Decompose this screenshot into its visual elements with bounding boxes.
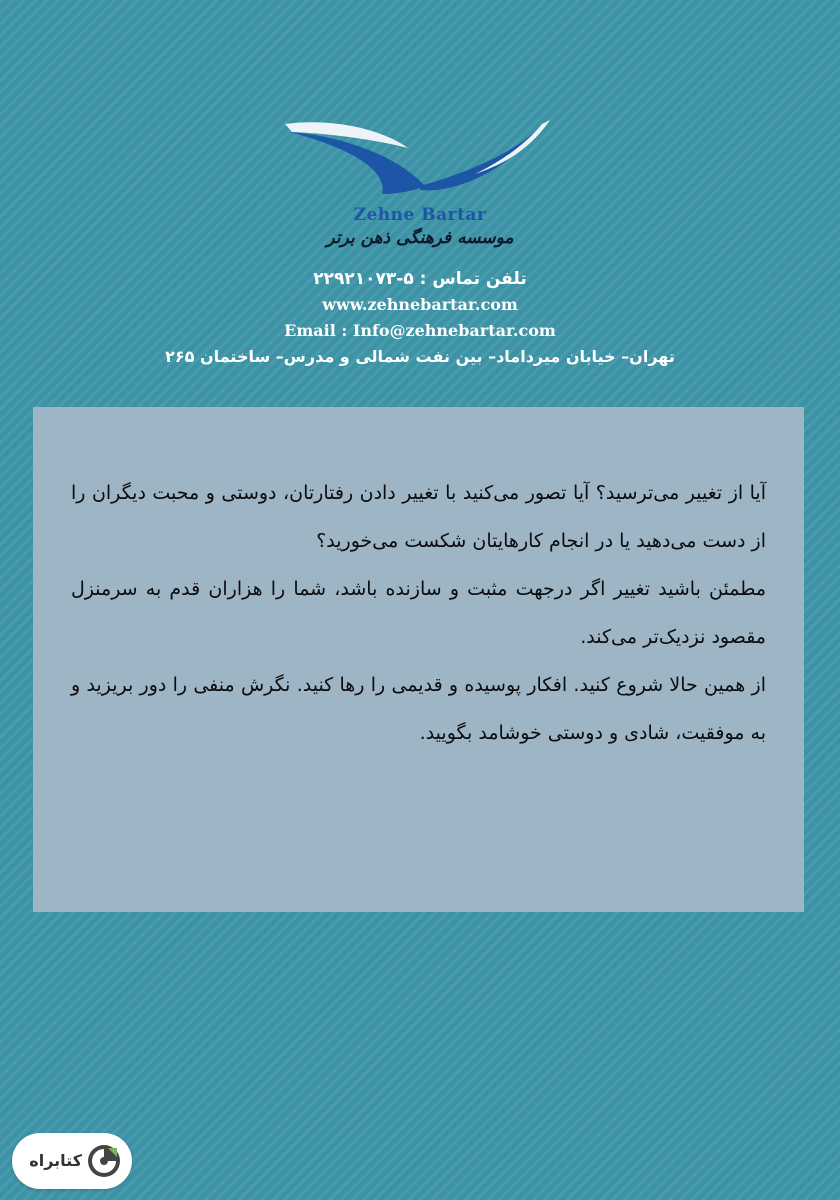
- publisher-logo: [270, 110, 570, 260]
- ketabrah-logo-icon: [86, 1143, 122, 1179]
- paragraph-3: از همین حالا شروع کنید. افکار پوسیده و قدیمی را رها کنید. نگرش منفی را دور بریزید و به موفقیت، شادی و دوستی خوشامد بگویید.: [71, 674, 766, 744]
- logo-wings-icon: [270, 110, 570, 205]
- paragraph-1: آیا از تغییر می‌ترسید؟ آیا تصور می‌کنید با تغییر دادن رفتارتان، دوستی و محبت دیگران را از دست می‌دهید یا در انجام کارهایتان شکست می‌خورید؟: [71, 482, 766, 552]
- description-box: [33, 407, 804, 912]
- website-url: www.zehnebartar.com: [322, 295, 518, 314]
- email-address: Email : Info@zehnebartar.com: [284, 321, 556, 340]
- logo-persian-text: موسسه فرهنگی ذهن برتر: [326, 228, 514, 248]
- badge-label: کتابراه: [29, 1151, 82, 1170]
- ketabrah-badge[interactable]: [12, 1133, 132, 1189]
- paragraph-2: مطمئن باشید تغییر اگر درجهت مثبت و سازنده باشد، شما را هزاران قدم به سرمنزل مقصود نزدیک‌تر می‌کند.: [71, 578, 766, 648]
- contact-block: [0, 266, 840, 370]
- postal-address: تهران– خیابان میرداماد– بین نفت شمالی و مدرس– ساختمان ۲۶۵: [165, 347, 675, 366]
- logo-latin-text: Zehne Bartar: [353, 205, 487, 225]
- phone-number: تلفن تماس : ۵-۲۲۹۲۱۰۷۳: [313, 269, 527, 289]
